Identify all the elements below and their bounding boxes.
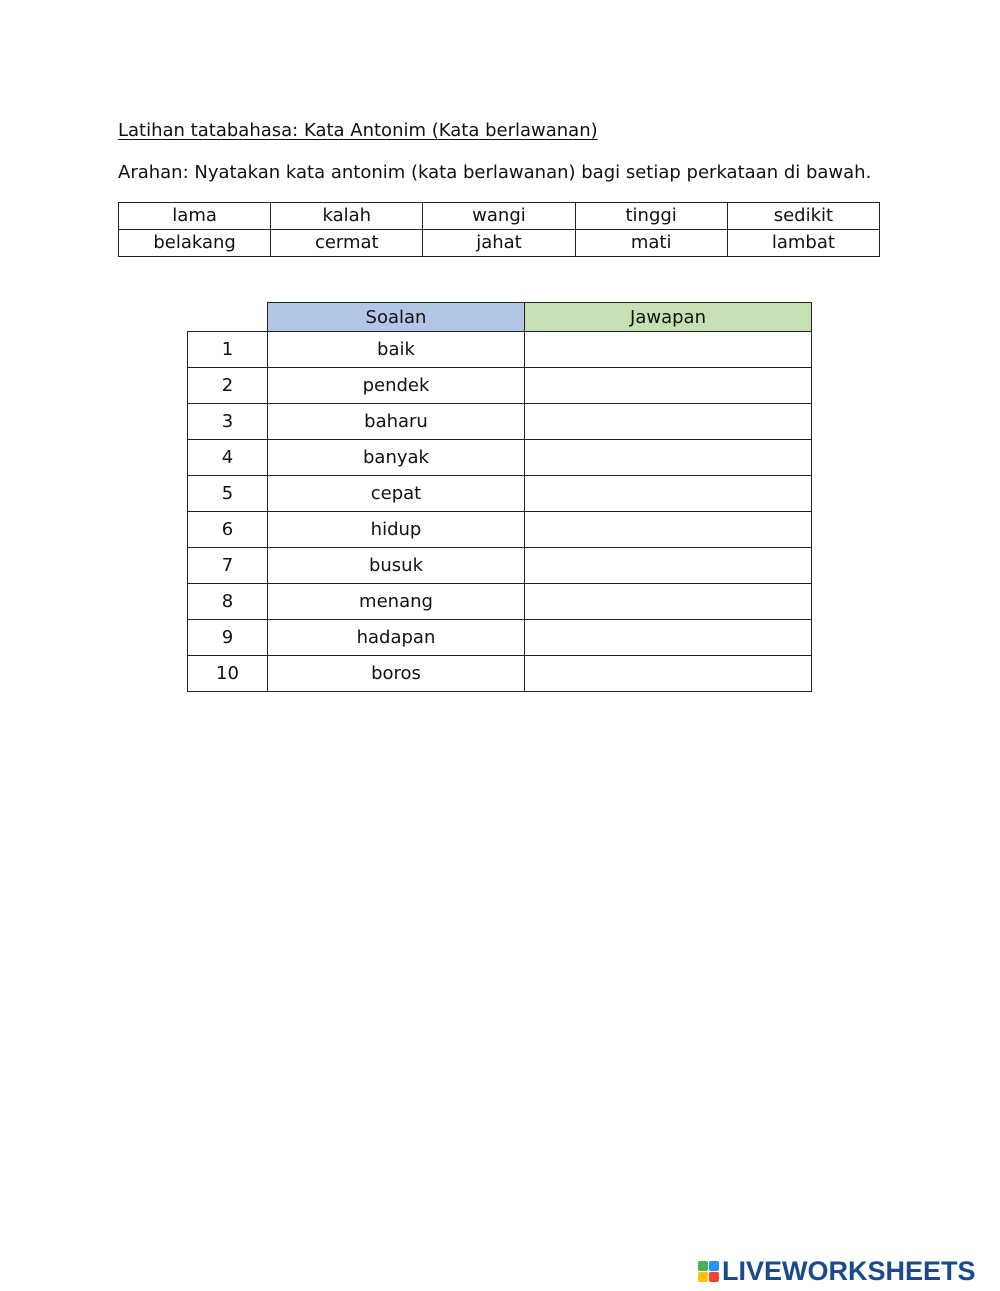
question-word: cepat bbox=[268, 476, 525, 512]
exercise-row bbox=[188, 620, 812, 656]
answer-field[interactable] bbox=[525, 620, 812, 656]
word-bank-item: lambat bbox=[727, 230, 879, 257]
question-word: boros bbox=[268, 656, 525, 692]
question-word: hadapan bbox=[268, 620, 525, 656]
logo-square-icon bbox=[698, 1261, 708, 1271]
exercise-row bbox=[188, 404, 812, 440]
question-number: 6 bbox=[188, 512, 268, 548]
brand-name: LIVEWORKSHEETS bbox=[722, 1256, 976, 1286]
answer-field[interactable] bbox=[525, 548, 812, 584]
question-number: 5 bbox=[188, 476, 268, 512]
exercise-table bbox=[187, 302, 812, 692]
question-word: baharu bbox=[268, 404, 525, 440]
question-word: hidup bbox=[268, 512, 525, 548]
word-bank-item: tinggi bbox=[575, 203, 727, 230]
word-bank-table bbox=[118, 202, 880, 257]
question-number: 8 bbox=[188, 584, 268, 620]
question-number: 1 bbox=[188, 332, 268, 368]
word-bank-item: jahat bbox=[423, 230, 575, 257]
word-bank-row bbox=[119, 203, 880, 230]
word-bank-row bbox=[119, 230, 880, 257]
word-bank-item: belakang bbox=[119, 230, 271, 257]
question-number: 10 bbox=[188, 656, 268, 692]
liveworksheets-brand[interactable] bbox=[698, 1256, 976, 1286]
word-bank-item: lama bbox=[119, 203, 271, 230]
exercise-row bbox=[188, 512, 812, 548]
word-bank-item: kalah bbox=[271, 203, 423, 230]
question-word: baik bbox=[268, 332, 525, 368]
liveworksheets-logo-icon bbox=[698, 1261, 719, 1282]
answer-field[interactable] bbox=[525, 656, 812, 692]
answer-field[interactable] bbox=[525, 404, 812, 440]
question-number: 9 bbox=[188, 620, 268, 656]
exercise-row bbox=[188, 476, 812, 512]
worksheet-title: Latihan tatabahasa: Kata Antonim (Kata berlawanan) bbox=[118, 120, 598, 141]
question-word: menang bbox=[268, 584, 525, 620]
question-word: pendek bbox=[268, 368, 525, 404]
question-number: 4 bbox=[188, 440, 268, 476]
question-word: busuk bbox=[268, 548, 525, 584]
word-bank-item: cermat bbox=[271, 230, 423, 257]
answer-field[interactable] bbox=[525, 476, 812, 512]
question-number: 7 bbox=[188, 548, 268, 584]
number-column-header bbox=[188, 303, 268, 332]
exercise-row bbox=[188, 332, 812, 368]
exercise-row bbox=[188, 584, 812, 620]
question-word: banyak bbox=[268, 440, 525, 476]
exercise-row bbox=[188, 656, 812, 692]
word-bank-item: wangi bbox=[423, 203, 575, 230]
word-bank-item: sedikit bbox=[727, 203, 879, 230]
answer-field[interactable] bbox=[525, 332, 812, 368]
exercise-row bbox=[188, 440, 812, 476]
answer-column-header: Jawapan bbox=[525, 303, 812, 332]
answer-field[interactable] bbox=[525, 440, 812, 476]
logo-square-icon bbox=[709, 1272, 719, 1282]
word-bank-item: mati bbox=[575, 230, 727, 257]
exercise-row bbox=[188, 548, 812, 584]
answer-field[interactable] bbox=[525, 368, 812, 404]
question-column-header: Soalan bbox=[268, 303, 525, 332]
answer-field[interactable] bbox=[525, 584, 812, 620]
question-number: 3 bbox=[188, 404, 268, 440]
exercise-row bbox=[188, 368, 812, 404]
answer-field[interactable] bbox=[525, 512, 812, 548]
worksheet-instruction: Arahan: Nyatakan kata antonim (kata berlawanan) bagi setiap perkataan di bawah. bbox=[118, 162, 872, 183]
logo-square-icon bbox=[698, 1272, 708, 1282]
logo-square-icon bbox=[709, 1261, 719, 1271]
exercise-header-row bbox=[188, 303, 812, 332]
question-number: 2 bbox=[188, 368, 268, 404]
